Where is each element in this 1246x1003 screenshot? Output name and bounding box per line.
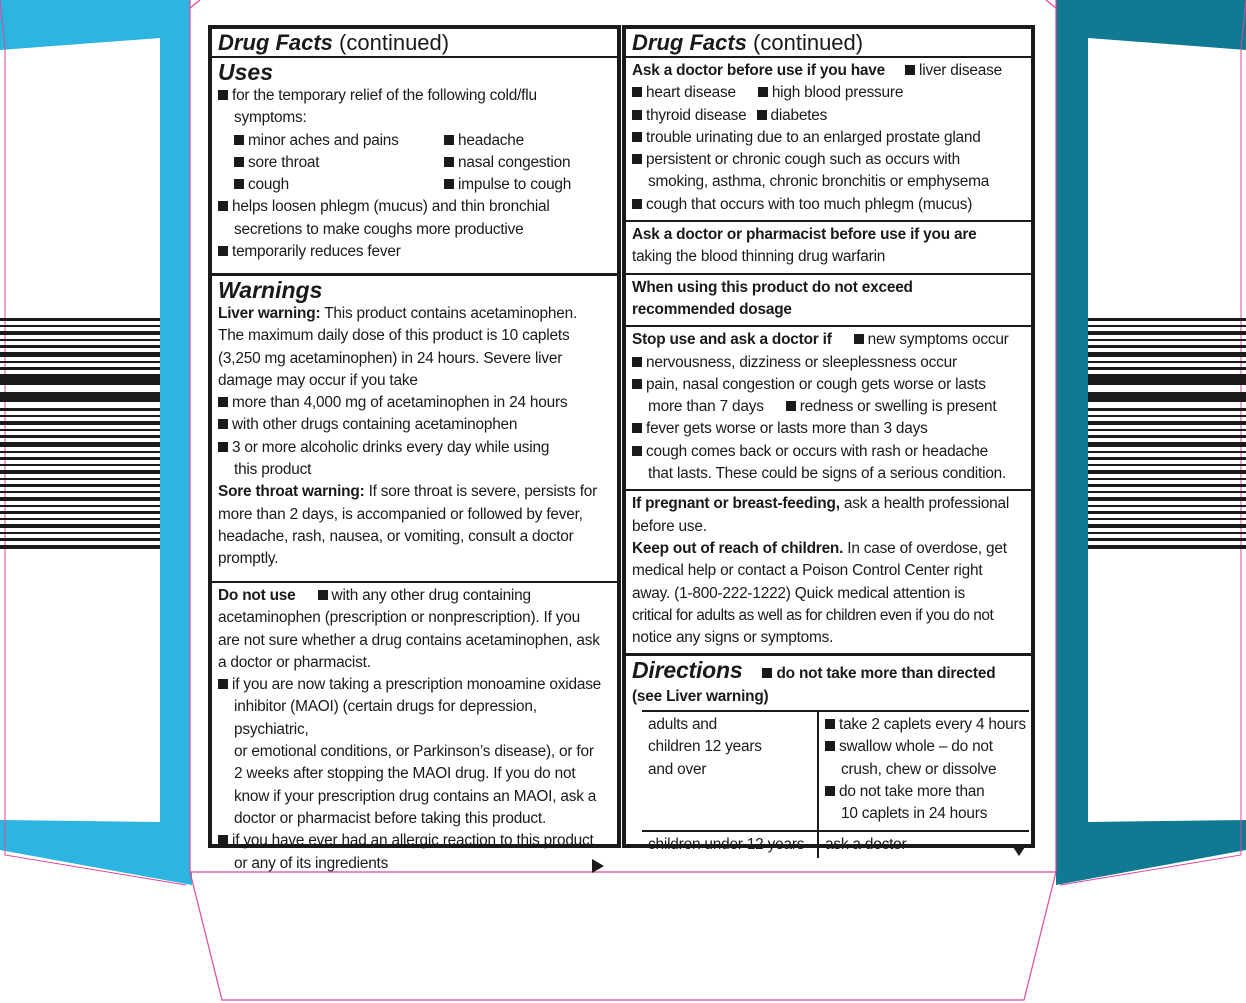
bullet-square-icon xyxy=(218,397,228,407)
directions-section: Directions do not take more than directed (see Liver warning) adults and children 12 years and over take 2 caplets every 4 hours swallow whole – do not crush, chew or dissolve do not take more than 10 caplets in 24 hours children under 12 years ask a doctor xyxy=(626,656,1031,862)
drug-facts-right-panel xyxy=(622,25,1035,854)
symptom-row: sore throat nasal congestion xyxy=(218,152,611,174)
bullet-square-icon xyxy=(218,419,228,429)
uses-section: Uses for the temporary relief of the following cold/flu symptoms: minor aches and pains headache sore throat nasal congestion cough impulse to cough helps loosen phlegm (mucus) and thin bronchial secretions to make coughs more productive temporarily reduces fever xyxy=(212,58,617,276)
ask-doctor-section: Ask a doctor before use if you have liver disease heart disease high blood pressure thyroid disease diabetes trouble urinating due to an enlarged prostate gland persistent or chronic cough such as occurs with smoking, asthma, chronic bronchitis or emphysema cough that occurs with too much phlegm (mucus) xyxy=(626,58,1031,222)
bullet-square-icon xyxy=(632,199,642,209)
continue-down-arrow-icon xyxy=(1011,844,1027,856)
dosage-table-row-adults: adults and children 12 years and over take 2 caplets every 4 hours swallow whole – do not crush, chew or dissolve do not take more than 10 caplets in 24 hours xyxy=(642,710,1029,830)
right-header: Drug Facts (continued) xyxy=(626,29,1031,58)
bullet-square-icon xyxy=(444,135,454,145)
directions-title: Directions xyxy=(632,657,743,684)
symptom-row: minor aches and pains headache xyxy=(218,130,611,152)
uses-title: Uses xyxy=(218,59,273,85)
bullet-square-icon xyxy=(786,401,796,411)
drug-facts-left-panel xyxy=(208,25,621,872)
bullet-square-icon xyxy=(218,90,228,100)
bullet-square-icon xyxy=(825,786,835,796)
bottom-tuck-flap xyxy=(190,872,1056,1000)
warnings-title: Warnings xyxy=(218,277,323,303)
symptom-row: cough impulse to cough xyxy=(218,174,611,196)
bullet-square-icon xyxy=(218,679,228,689)
warnings-section: Warnings Liver warning: This product contains acetaminophen. The maximum daily dose of this product is 10 caplets (3,250 mg acetaminophen) in 24 hours. Severe liver damage may occur if you take more than 4,000 mg of acetaminophen in 24 hours with other drugs containing acetaminophen 3 or more alcoholic drinks every day while using this product Sore throat warning: If sore throat is severe, persists for more than 2 days, is accompanied or followed by fever, headache, rash, nausea, or vomiting, consult a doctor promptly. xyxy=(212,276,617,583)
continue-right-arrow-icon xyxy=(592,859,604,873)
bullet-square-icon xyxy=(234,135,244,145)
bullet-square-icon xyxy=(218,835,228,845)
stop-use-section: Stop use and ask a doctor if new symptoms occur nervousness, dizziness or sleeplessness occur pain, nasal congestion or cough gets worse or lasts more than 7 days redness or swelling is present fever gets worse or lasts more than 3 days cough comes back or occurs with rash or headache that lasts. These could be signs of a serious condition. xyxy=(626,327,1031,491)
pregnancy-keep-out-section: If pregnant or breast-feeding, ask a health professional before use. Keep out of reach of children. In case of overdose, get medical help or contact a Poison Control Center right away. (1-800-222-1222) Quick medical attention is critical for adults as well as for children even if you do not notice any signs or symptoms. xyxy=(626,491,1031,656)
left-header: Drug Facts (continued) xyxy=(212,29,617,58)
bullet-square-icon xyxy=(825,741,835,751)
bullet-square-icon xyxy=(234,157,244,167)
bullet-square-icon xyxy=(444,179,454,189)
bullet-square-icon xyxy=(444,157,454,167)
bullet-square-icon xyxy=(218,246,228,256)
bullet-square-icon xyxy=(218,442,228,452)
bullet-square-icon xyxy=(218,201,228,211)
do-not-use-section: Do not use with any other drug containing acetaminophen (prescription or nonprescription). If you are not sure whether a drug contains acetaminophen, ask a doctor or pharmacist. if you are now taking a prescription monoamine oxidase inhibitor (MAOI) (certain drugs for depression, psychiatric, or emotional conditions, or Parkinson’s disease), or for 2 weeks after stopping the MAOI drug. If you do not know if your prescription drug contains an MAOI, ask a doctor or pharmacist before taking this product. if you have ever had an allergic reaction to this product or any of its ingredients xyxy=(212,583,617,879)
bullet-square-icon xyxy=(632,87,642,97)
bullet-square-icon xyxy=(632,154,642,164)
ask-pharmacist-section: Ask a doctor or pharmacist before use if you are taking the blood thinning drug warfarin xyxy=(626,222,1031,275)
bullet-square-icon xyxy=(825,719,835,729)
bullet-square-icon xyxy=(632,357,642,367)
bullet-square-icon xyxy=(758,87,768,97)
bullet-square-icon xyxy=(757,110,767,120)
bullet-square-icon xyxy=(632,446,642,456)
bullet-square-icon xyxy=(234,179,244,189)
bullet-square-icon xyxy=(905,65,915,75)
bullet-square-icon xyxy=(762,668,772,678)
bullet-square-icon xyxy=(854,334,864,344)
when-using-section: When using this product do not exceed recommended dosage xyxy=(626,275,1031,328)
bullet-square-icon xyxy=(632,379,642,389)
bullet-square-icon xyxy=(318,590,328,600)
bullet-square-icon xyxy=(632,110,642,120)
bullet-square-icon xyxy=(632,423,642,433)
dosage-table-row-children: children under 12 years ask a doctor xyxy=(642,830,1029,858)
bullet-square-icon xyxy=(632,132,642,142)
